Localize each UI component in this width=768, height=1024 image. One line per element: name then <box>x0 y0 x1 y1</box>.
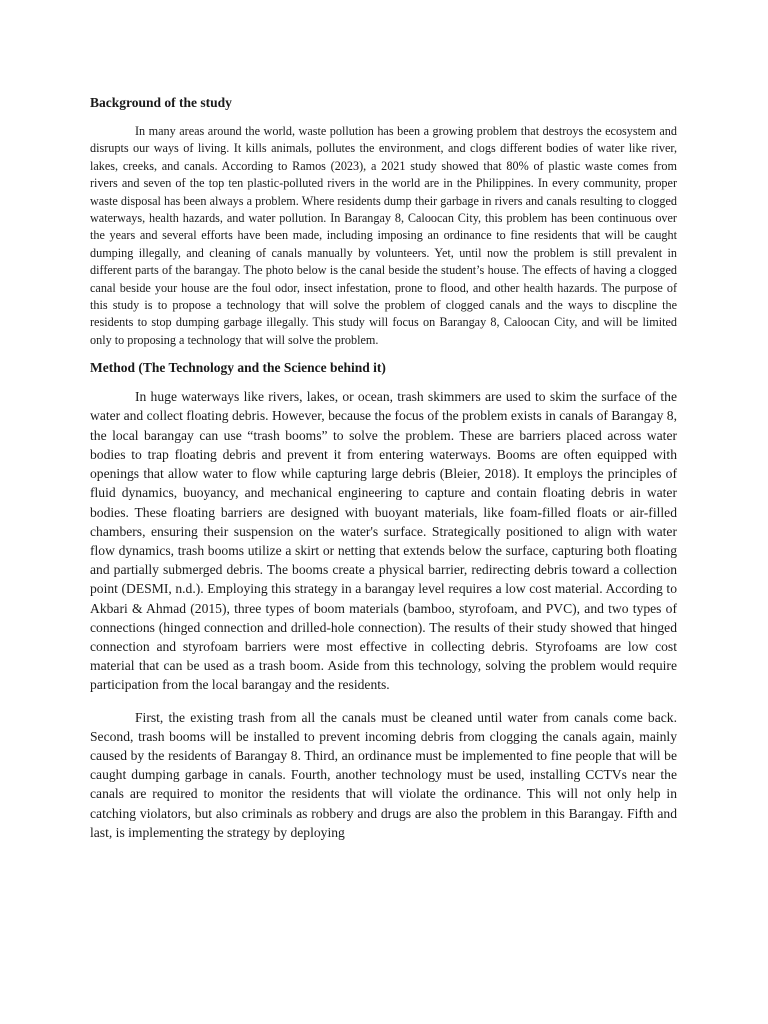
heading-method: Method (The Technology and the Science behind it) <box>90 360 386 376</box>
paragraph-method: In huge waterways like rivers, lakes, or ocean, trash skimmers are used to skim the surface of the water and collect floating debris. However, because the focus of the problem exists in canals of Barangay 8, the local barangay can use “trash booms” to solve the problem. These are barriers placed across water bodies to trap floating debris and prevent it from entering waterways. Booms are often equipped with openings that allow water to flow while capturing large debris (Bleier, 2018). It employs the principles of fluid dynamics, buoyancy, and mechanical engineering to capture and contain floating debris in water bodies. These floating barriers are designed with buoyant materials, like foam-filled floats or air-filled chambers, ensuring their suspension on the water's surface. Strategically positioned to align with water flow dynamics, trash booms utilize a skirt or netting that extends below the surface, capturing both floating and partially submerged debris. The booms create a physical barrier, redirecting debris toward a collection point (DESMI, n.d.). Employing this strategy in a barangay level requires a low cost material. According to Akbari & Ahmad (2015), three types of boom materials (bamboo, styrofoam, and PVC), and two types of connections (hinged connection and drilled-hole connection). The results of their study showed that hinged connection and styrofoam barriers were most effective in collecting debris. Styrofoams are low cost material that can be used as a trash boom. Aside from this technology, solving the problem would require participation from the local barangay and the residents. <box>90 389 677 693</box>
paragraph-steps: First, the existing trash from all the canals must be cleaned until water from canals come back. Second, trash booms will be installed to prevent incoming debris from clogging the canals again, mainly caused by the residents of Barangay 8. Third, an ordinance must be implemented to fine people that will be caught dumping garbage in canals. Fourth, another technology must be used, installing CCTVs near the canals are required to monitor the residents that will violate the ordinance. This will not only help in catching violators, but also criminals as robbery and drugs are also the problem in this Barangay. Fifth and last, is implementing the strategy by deploying <box>90 709 677 840</box>
paragraph-background: In many areas around the world, waste pollution has been a growing problem that destroys the ecosystem and disrupts our ways of living. It kills animals, pollutes the environment, and clogs different bodies of water like river, lakes, creeks, and canals. According to Ramos (2023), a 2021 study showed that 80% of plastic waste comes from rivers and seven of the top ten plastic-polluted rivers in the world are in the Philippines. In every community, proper waste disposal has been always a problem. Where residents dump their garbage in rivers and canals resulting to clogged waterways, health hazards, and water pollution. In Barangay 8, Caloocan City, this problem has been continuous over the years and several efforts have been made, including imposing an ordinance to fine residents that will be caught dumping illegally, and cleaning of canals manually by volunteers. Yet, until now the problem is still prevalent in different parts of the barangay. The photo below is the canal beside the student’s house. The effects of having a clogged canal beside your house are the foul odor, insect infestation, prone to flood, and other health hazards. The purpose of this study is to propose a technology that will solve the problem of clogged canals and the ways to discpline the residents to stop dumping garbage illegally. This study will focus on Barangay 8, Caloocan City, and will be limited only to proposing a technology that will solve the problem. <box>90 124 677 347</box>
heading-background: Background of the study <box>90 95 232 110</box>
document-page <box>90 94 677 842</box>
